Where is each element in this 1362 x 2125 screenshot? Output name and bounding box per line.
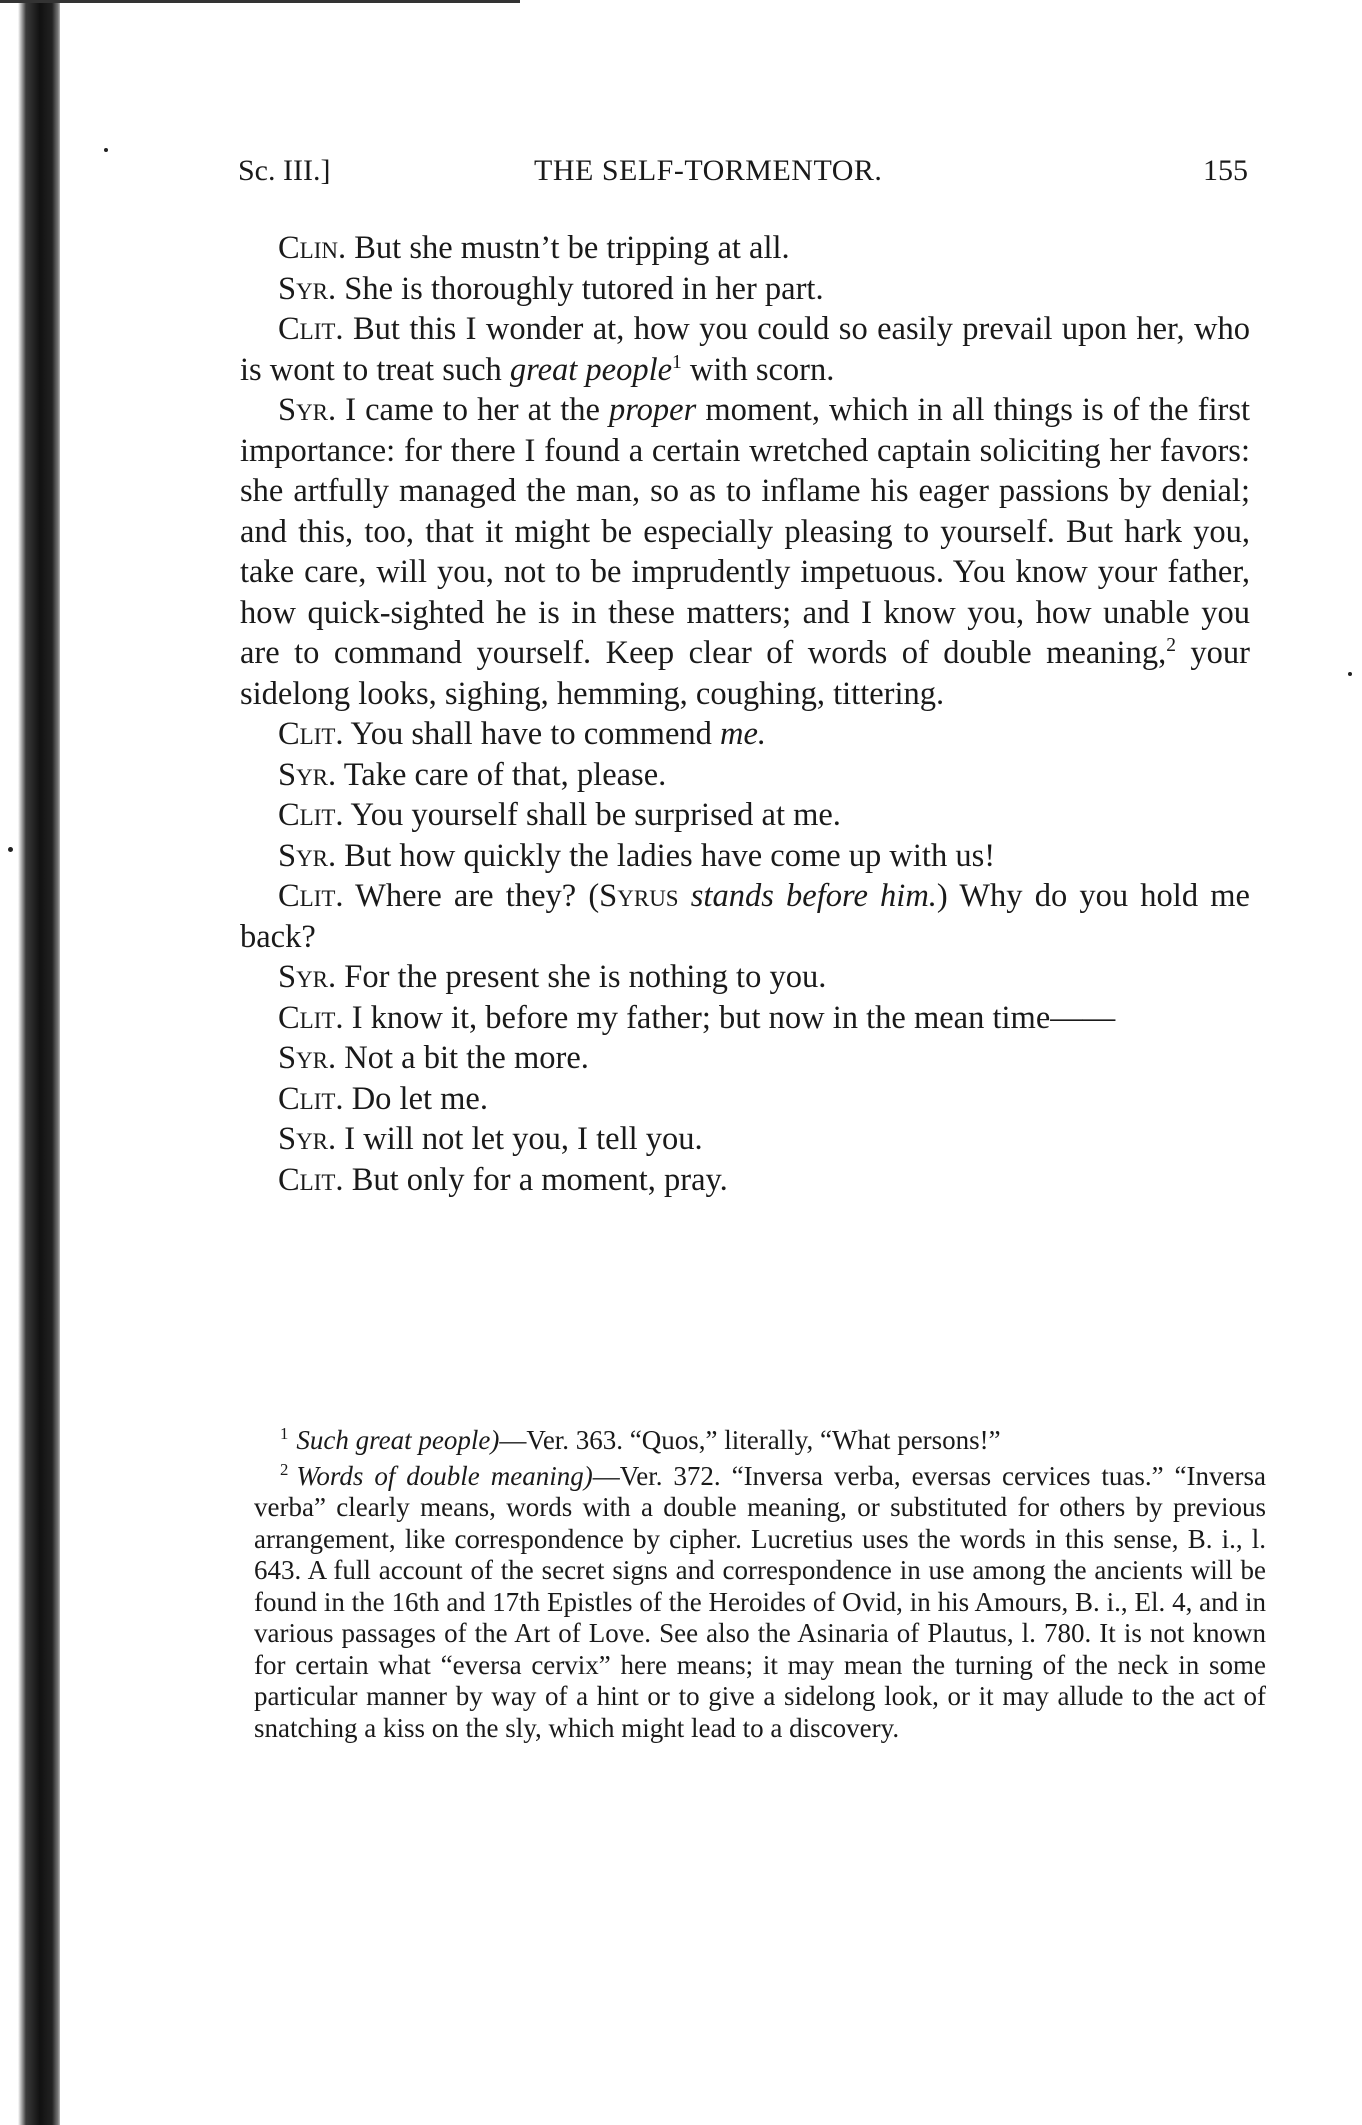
footnote-ref: 2 xyxy=(1166,635,1176,657)
page-number: 155 xyxy=(1203,154,1248,187)
emphasis-text: me. xyxy=(720,716,767,752)
speaker: Syr. xyxy=(278,837,337,874)
speaker: Clit. xyxy=(278,716,344,752)
dialogue-line xyxy=(240,269,1250,310)
line-text: She is thoroughly tutored in her part. xyxy=(344,270,824,307)
dialogue-line xyxy=(240,957,1250,998)
speaker: Syr. xyxy=(278,756,337,793)
dialogue-body xyxy=(240,228,1250,1200)
stage-direction-name: Syrus xyxy=(599,878,679,914)
speaker: Syr. xyxy=(278,959,337,995)
ink-speck xyxy=(1348,672,1352,676)
footnotes xyxy=(254,1425,1266,1748)
line-text: You shall have to commend xyxy=(350,716,720,752)
emphasis-text: great people xyxy=(509,351,673,388)
line-text: But she mustn’t be tripping at all. xyxy=(354,230,790,266)
line-text: ) Why do you hold me back? xyxy=(240,878,1250,955)
speaker: Syr. xyxy=(278,1040,337,1076)
speaker: Clit. xyxy=(278,1161,344,1198)
line-text: I will not let you, I tell you. xyxy=(344,1121,703,1157)
line-text: But only for a moment, pray. xyxy=(351,1161,728,1198)
dialogue-line xyxy=(240,998,1250,1039)
dialogue-line xyxy=(240,755,1250,796)
dialogue-line xyxy=(240,714,1250,755)
speaker: Clin. xyxy=(278,230,347,266)
speaker: Clit. xyxy=(278,1080,344,1117)
speaker: Syr. xyxy=(278,270,337,307)
stage-direction: stands before him. xyxy=(678,878,937,914)
line-text: Take care of that, please. xyxy=(343,756,667,793)
line-text: Where are they? ( xyxy=(355,878,600,914)
footnote-text: —Ver. 372. “Inversa verba, eversas cervices tuas.” “Inversa verba” clearly means, words with a double meaning, or substituted for others by previous arrangement, like correspondence by cipher. Lucretius uses the words in this sense, B. i., l. 643. A full account of the secret signs and correspondence in use among the ancients will be found in the 16th and 17th Epistles of the Heroides of Ovid, in his Amours, B. i., El. 4, and in various passages of the Art of Love. See also the Asinaria of Plautus, l. 780. It is not known for certain what “eversa cervix” here means; it may mean the turning of the neck in some particular manner by way of a hint or to give a sidelong look, or it may allude to the act of snatching a kiss on the sly, which might lead to a discovery. xyxy=(254,1460,1267,1743)
ink-speck xyxy=(104,148,108,152)
footnote-mark: 2 xyxy=(280,1459,289,1479)
page-top-edge xyxy=(0,0,520,3)
footnote-lemma: Such great people) xyxy=(296,1425,500,1455)
dialogue-line xyxy=(240,390,1250,714)
dialogue-line xyxy=(240,876,1250,957)
dialogue-line xyxy=(240,228,1250,269)
line-text: Do let me. xyxy=(351,1080,488,1117)
line-text: For the present she is nothing to you. xyxy=(344,959,827,995)
line-text: But this I wonder at, how you could so easily prevail upon her, who is wont to treat such xyxy=(240,311,1250,388)
line-text: I know it, before my father; but now in the mean time—— xyxy=(351,999,1116,1036)
footnote-ref: 1 xyxy=(672,351,682,373)
dialogue-line xyxy=(240,795,1250,836)
line-text: But how quickly the ladies have come up with us! xyxy=(344,837,996,874)
speaker: Clit. xyxy=(278,999,344,1036)
line-text: You yourself shall be surprised at me. xyxy=(350,797,841,833)
running-header xyxy=(238,154,1248,198)
speaker: Syr. xyxy=(278,1121,337,1157)
ink-speck xyxy=(8,847,13,852)
dialogue-line xyxy=(240,1038,1250,1079)
line-text: I came to her at the xyxy=(345,392,609,428)
speaker: Syr. xyxy=(278,392,337,428)
dialogue-line xyxy=(240,309,1250,390)
speaker: Clit. xyxy=(278,797,344,833)
page-title: THE SELF-TORMENTOR. xyxy=(534,154,883,187)
footnote-text: —Ver. 363. “Quos,” literally, “What persons!” xyxy=(499,1425,1001,1455)
dialogue-line xyxy=(240,836,1250,877)
line-text: your sidelong looks, sighing, hemming, coughing, tittering. xyxy=(240,635,1250,712)
footnote xyxy=(254,1461,1266,1745)
emphasis-text: proper xyxy=(608,392,697,428)
footnote xyxy=(254,1425,1266,1457)
dialogue-line xyxy=(240,1119,1250,1160)
line-text: with scorn. xyxy=(681,351,835,388)
dialogue-line xyxy=(240,1160,1250,1201)
line-text: Not a bit the more. xyxy=(344,1040,589,1076)
book-spine-shadow xyxy=(0,0,60,2125)
footnote-lemma: Words of double meaning) xyxy=(296,1460,593,1491)
speaker: Clit. xyxy=(278,878,344,914)
line-text: moment, which in all things is of the first importance: for there I found a certain wretched captain soliciting her favors: she artfully managed the man, so as to inflame his eager passions by denial; and this, too, that it might be especially pleasing to yourself. But hark you, take care, will you, not to be imprudently impetuous. You know your father, how quick-sighted he is in these matters; and I know you, how unable you are to command yourself. Keep clear of words of double meaning, xyxy=(240,392,1250,671)
scene-label: Sc. III.] xyxy=(238,154,331,187)
dialogue-line xyxy=(240,1079,1250,1120)
speaker: Clit. xyxy=(278,311,344,347)
footnote-mark: 1 xyxy=(280,1424,289,1443)
